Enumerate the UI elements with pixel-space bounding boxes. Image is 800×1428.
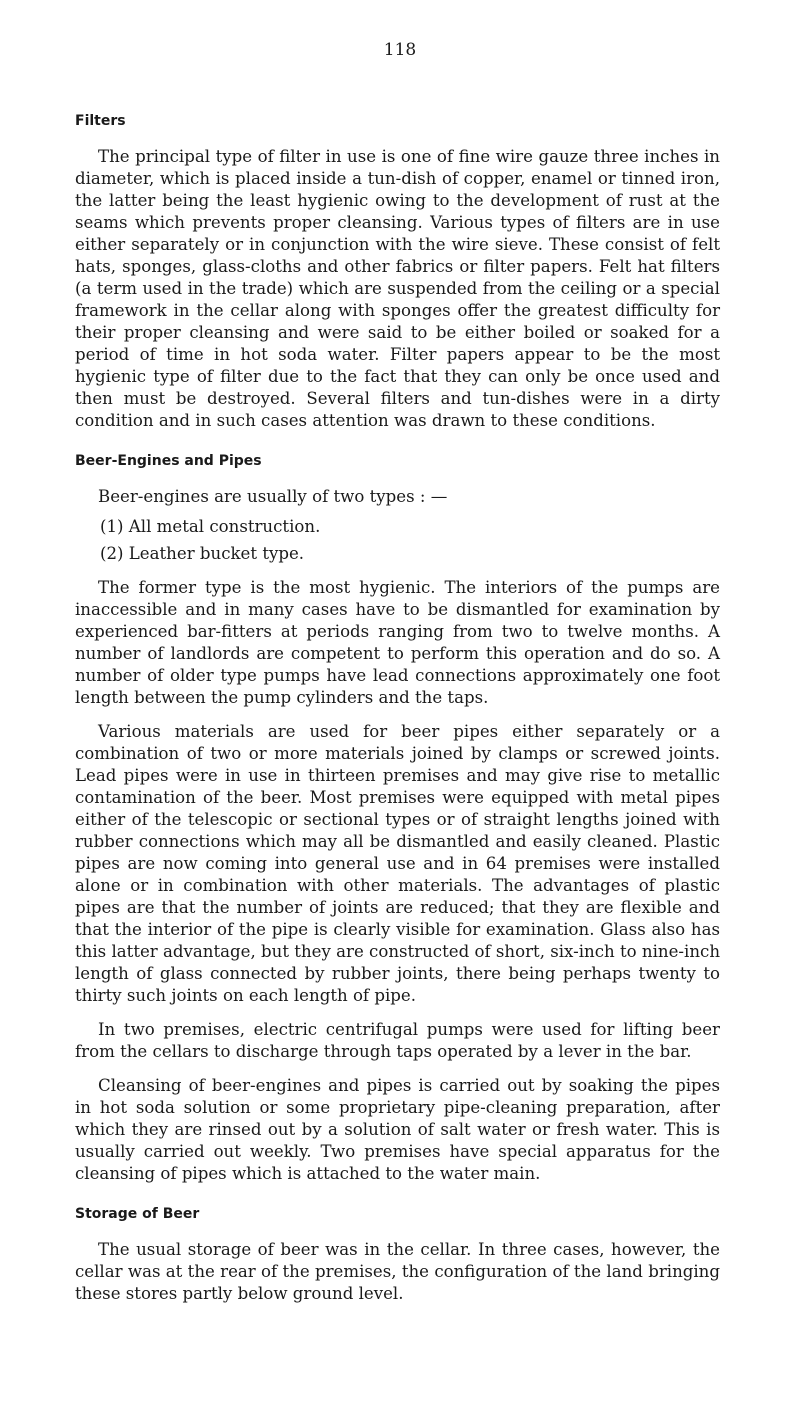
paragraph: Cleansing of beer-engines and pipes is carried out by soaking the pipes in hot soda solution or some proprietary pipe-cleaning preparation, after which they are rinsed out by a solution of salt water or fresh water. This is usually carried out weekly. Two premises have special apparatus for the cleansing of pipes which is attached to the water main. xyxy=(75,1076,720,1183)
paragraph: The former type is the most hygienic. The interiors of the pumps are inaccessible and in many cases have to be dismantled for examination by experienced bar-fitters at periods ranging from two to twelve months. A number of landlords are competent to perform this operation and do so. A number of older type pumps have lead connections approximately one foot length between the pump cylinders and the taps. xyxy=(75,578,720,707)
paragraph: In two premises, electric centrifugal pumps were used for lifting beer from the cellars to discharge through taps operated by a lever in the bar. xyxy=(75,1020,720,1061)
section-beer-engines-and-pipes xyxy=(75,450,720,1185)
paragraph: The usual storage of beer was in the cellar. In three cases, however, the cellar was at the rear of the premises, the configuration of the land bringing these stores partly below ground level. xyxy=(75,1240,720,1303)
section-heading: Beer-Engines and Pipes xyxy=(75,453,262,469)
section-filters xyxy=(75,110,720,432)
section-heading: Filters xyxy=(75,113,126,129)
types-list xyxy=(75,516,720,565)
list-item: (1) All metal construction. xyxy=(100,517,321,536)
list-item: (2) Leather bucket type. xyxy=(100,544,305,563)
paragraph-intro: Beer-engines are usually of two types : — xyxy=(98,487,448,506)
page-number: 118 xyxy=(383,40,417,60)
page-body xyxy=(75,110,720,1317)
paragraph: Various materials are used for beer pipes either separately or a combination of two or more materials joined by clamps or screwed joints. Lead pipes were in use in thirteen premises and may give rise to metallic contamination of the beer. Most premises were equipped with metal pipes either of the telescopic or sectional types or of straight lengths joined with rubber connections which may all be dismantled and easily cleaned. Plastic pipes are now coming into general use and in 64 premises were installed alone or in combination with other materials. The advantages of plastic pipes are that the number of joints are reduced; that they are flexible and that the interior of the pipe is clearly visible for examination. Glass also has this latter advantage, but they are constructed of short, six-inch to nine-inch length of glass connected by rubber joints, there being perhaps twenty to thirty such joints on each length of pipe. xyxy=(75,722,721,1005)
section-storage-of-beer xyxy=(75,1203,720,1305)
paragraph: The principal type of filter in use is one of fine wire gauze three inches in diameter, which is placed inside a tun-dish of copper, enamel or tinned iron, the latter being the least hygienic owing to the development of rust at the seams which prevents proper cleansing. Various types of filters are in use either separately or in conjunction with the wire sieve. These consist of felt hats, sponges, glass-cloths and other fabrics or filter papers. Felt hat filters (a term used in the trade) which are suspended from the ceiling or a special framework in the cellar along with sponges offer the greatest difficulty for their proper cleansing and were said to be either boiled or soaked for a period of time in hot soda water. Filter papers appear to be the most hygienic type of filter due to the fact that they can only be once used and then must be destroyed. Several filters and tun-dishes were in a dirty condition and in such cases attention was drawn to these conditions. xyxy=(75,147,720,430)
section-heading: Storage of Beer xyxy=(75,1206,200,1222)
